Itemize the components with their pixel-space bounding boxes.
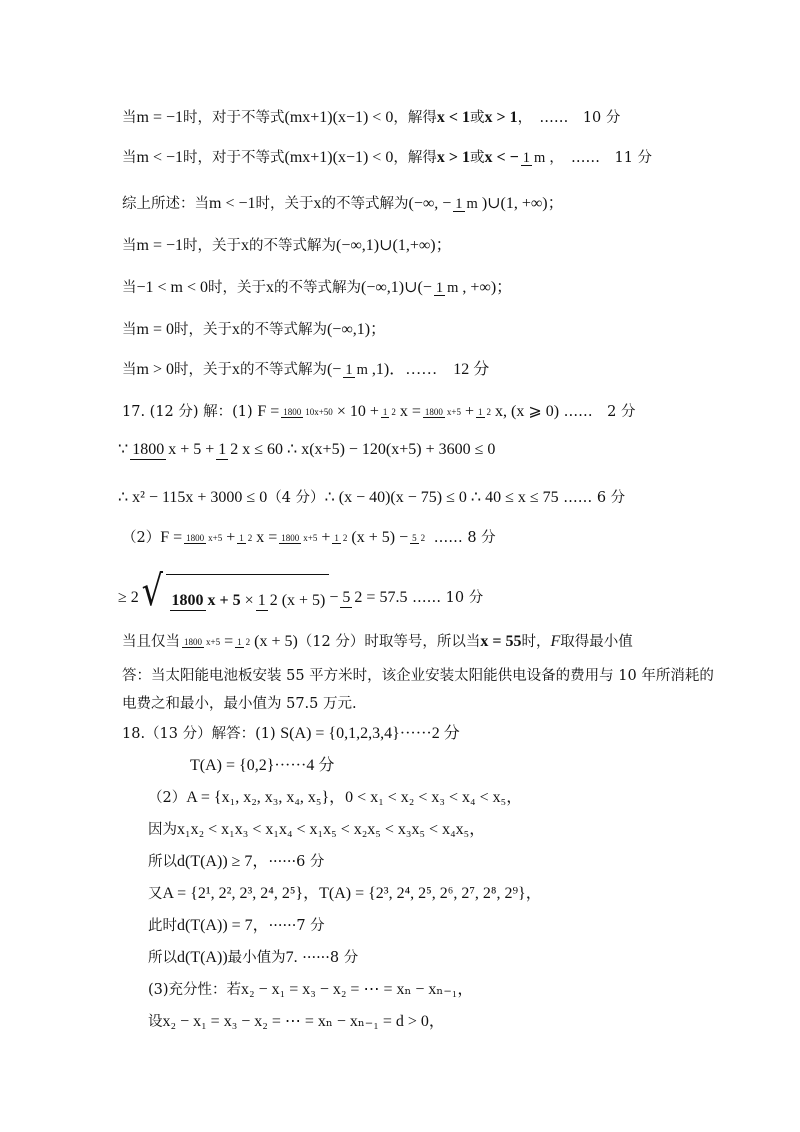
fraction: 1 2: [478, 407, 491, 417]
solution-line: 又A = {2¹, 2², 2³, 2⁴, 2⁵}，T(A) = {2³, 2⁴, 2⁵, 2⁶, 2⁷, 2⁸, 2⁹}，: [148, 885, 542, 902]
answer-line: 答：当太阳能电池板安装 55 平方米时，该企业安装太阳能供电设备的费用与 10 年所消耗的: [122, 668, 714, 684]
fraction: 1 2: [334, 533, 348, 543]
fraction: 5 2: [342, 588, 363, 606]
solution-line: （2）A = {x₁, x₂, x₃, x₄, x₅}，0 < x₁ < x₂ < x₃ < x₄ < x₅，: [148, 789, 523, 806]
solution-line: 17. (12 分) 解：(1) F = 1800 10x+50 × 10 + 1 2 x = 1800 x+5 + 1 2 x, (x ⩾ 0) …… 2 分: [122, 403, 636, 420]
fraction: 5 2: [412, 533, 426, 543]
fraction: 1 2: [257, 592, 278, 609]
answer-line: 电费之和最小，最小值为 57.5 万元.: [122, 696, 357, 712]
fraction: 1800 10x+50: [283, 407, 333, 417]
fraction: 1 m: [345, 362, 368, 378]
square-root: √ 1800 x + 5 × 1 2 (x + 5): [139, 570, 330, 625]
radical-sign-icon: √: [141, 566, 163, 615]
solution-line: ∵ 1800 x + 5 + 1 2 x ≤ 60 ∴ x(x+5) − 120(x+5) + 3600 ≤ 0: [118, 441, 496, 458]
fraction: 1800 x+5: [184, 637, 221, 647]
fraction: 1 2: [237, 637, 251, 647]
solution-line: ≥ 2√ 1800 x + 5 × 1 2 (x + 5) − 5 2 = 57.5 …… 10 分: [118, 570, 483, 625]
solution-line: 当且仅当 1800 x+5 = 1 2 (x + 5)（12 分）时取等号，所以当x = 55时，F取得最小值: [122, 633, 633, 650]
solution-line: 所以d(T(A))最小值为7. ······8 分: [148, 949, 359, 966]
fraction: 1 m: [522, 150, 546, 166]
fraction: 1800 x+5: [424, 407, 461, 417]
solution-line: ∴ x² − 115x + 3000 ≤ 0（4 分）∴ (x − 40)(x − 75) ≤ 0 ∴ 40 ≤ x ≤ 75 …… 6 分: [118, 489, 626, 506]
solution-line: 综上所述：当m < −1时，关于x的不等式解为(−∞, − 1 m )∪(1, +∞)；: [122, 195, 564, 212]
fraction: 1 m: [435, 280, 459, 296]
solution-line: 当−1 < m < 0时，关于x的不等式解为(−∞,1)∪(− 1 m , +∞)；: [122, 279, 513, 296]
solution-line: 当m = −1时，关于x的不等式解为(−∞,1)∪(1,+∞)；: [122, 237, 452, 254]
solution-line: 此时d(T(A)) = 7，······7 分: [148, 917, 325, 934]
solution-line: 设x₂ − x₁ = x₃ − x₂ = ⋯ = xₙ − xₙ₋₁ = d > 0，: [148, 1013, 445, 1030]
solution-line: 当m = −1时，对于不等式(mx+1)(x−1) < 0，解得x < 1或x > 1， …… 10 分: [122, 109, 621, 126]
solution-line: 当m > 0时，关于x的不等式解为(− 1 m ,1)．…… 12 分: [122, 361, 490, 378]
solution-line: 因为x₁x₂ < x₁x₃ < x₁x₄ < x₁x₅ < x₂x₅ < x₃x₅ < x₄x₅，: [148, 821, 486, 838]
solution-line: 所以d(T(A)) ≥ 7，······6 分: [148, 853, 325, 870]
solution-line: 当m < −1时，对于不等式(mx+1)(x−1) < 0，解得x > 1或x < − 1 m ， …… 11 分: [122, 149, 653, 166]
fraction: 1800 x+5: [281, 533, 318, 543]
fraction: 1800 x + 5: [132, 441, 202, 458]
fraction: 1800 x + 5: [171, 592, 241, 609]
solution-line: 18.（13 分）解答：(1) S(A) = {0,1,2,3,4}······2 分: [122, 725, 460, 742]
fraction: 1 2: [218, 441, 239, 458]
solution-line: (3)充分性：若x₂ − x₁ = x₃ − x₂ = ⋯ = xₙ − xₙ₋₁，: [148, 981, 474, 998]
fraction: 1 2: [382, 407, 396, 417]
solution-line: T(A) = {0,2}······4 分: [190, 757, 335, 774]
fraction: 1 m: [455, 196, 478, 212]
fraction: 1 2: [239, 533, 253, 543]
fraction: 1800 x+5: [186, 533, 223, 543]
solution-line: 当m = 0时，关于x的不等式解为(−∞,1)；: [122, 321, 387, 338]
solution-line: （2）F = 1800 x+5 + 1 2 x = 1800 x+5 + 1 2 (x + 5) − 5 2 …… 8 分: [122, 529, 496, 546]
